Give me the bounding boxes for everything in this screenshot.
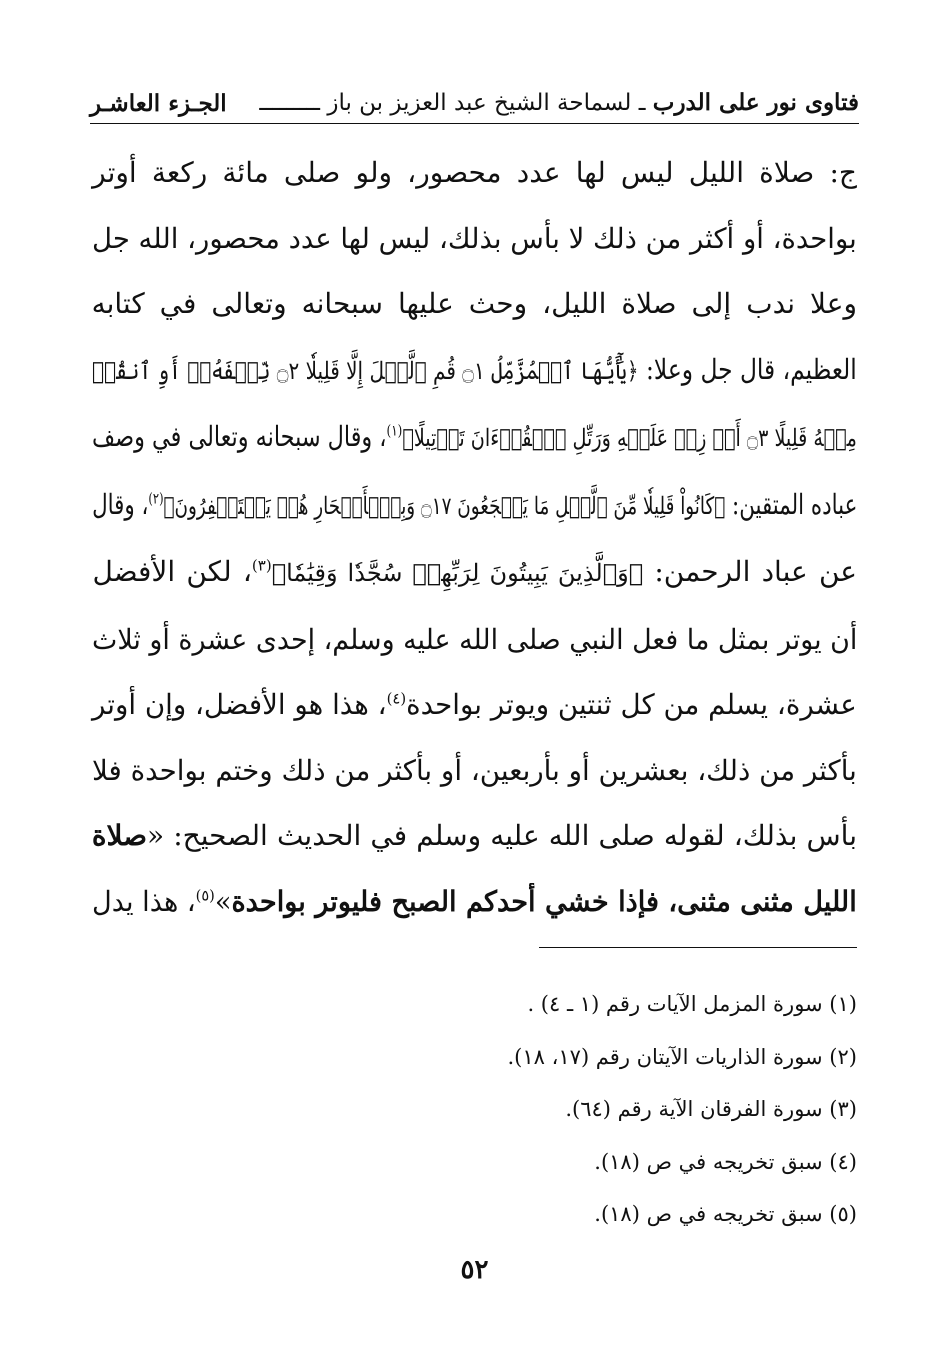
footnote-ref: (١) — [386, 421, 403, 440]
footnote: (٣) سورة الفرقان الآية رقم (٦٤). — [565, 1097, 857, 1121]
body-text — [92, 140, 857, 934]
body-line: بأكثر من ذلك، بعشرين أو بأربعين، أو بأكثر من ذلك وختم بواحدة فلا — [92, 753, 857, 787]
body-text-span: عن عباد الرحمن: — [643, 555, 857, 588]
body-line — [92, 803, 857, 869]
body-text-span: عباده المتقين: — [724, 487, 857, 521]
header-volume: الجـزء العاشـر — [90, 90, 227, 117]
footnote: (١) سورة المزمل الآيات رقم (١ ـ ٤) . — [527, 992, 857, 1016]
footnote: (٥) سبق تخريجه في ص (١٨). — [594, 1202, 857, 1226]
body-line — [92, 472, 857, 540]
header-book-title: فتاوى نور على الدرب — [652, 89, 859, 116]
hadith-text: الليل مثنى مثنى، فإذا خشي أحدكم الصبح فليوتر بواحدة — [231, 884, 858, 918]
quran-verse: ﴿وَٱلَّذِينَ يَبِيتُونَ لِرَبِّهِمۡ سُجَّدٗا وَقِيَٰمٗا﴾ — [271, 559, 644, 587]
body-line — [92, 539, 857, 607]
body-text-span: ، وقال — [91, 487, 149, 521]
body-text-span: » — [215, 884, 232, 918]
footnote: (٤) سبق تخريجه في ص (١٨). — [594, 1149, 857, 1174]
footnote-ref: (٥) — [195, 886, 216, 905]
footnotes — [92, 978, 857, 1241]
body-line: ج: صلاة الليل ليس لها عدد محصور، ولو صلى مائة ركعة أوتر — [92, 156, 857, 189]
body-text-span: ، وقال سبحانه وتعالى في وصف — [92, 420, 387, 453]
body-line — [92, 869, 857, 935]
quran-verse: ﴿كَانُواْ قَلِيلٗا مِّنَ ٱلَّيۡلِ مَا يَهۡجَعُونَ ۝١٧ وَبِٱلۡأَسۡحَارِ هُمۡ يَسۡتَغۡفِرُونَ﴾ — [163, 491, 725, 520]
body-text-span: العظيم، قال جل وعلا: — [638, 352, 857, 386]
footnote-ref: (٣) — [251, 556, 272, 575]
body-line — [92, 404, 857, 472]
running-header — [90, 80, 859, 124]
body-text-span: بأس بذلك، لقوله صلى الله عليه وسلم في الحديث الصحيح: « — [146, 819, 857, 852]
body-text-span: ، لكن الأفضل — [92, 555, 252, 588]
body-line: بواحدة، أو أكثر من ذلك لا بأس بذلك، ليس لها عدد محصور، الله جل — [92, 221, 857, 255]
body-text-span: عشرة، يسلم من كل ثنتين ويوتر بواحدة — [406, 688, 857, 721]
header-book-info — [259, 91, 859, 115]
body-line: أن يوتر بمثل ما فعل النبي صلى الله عليه وسلم، إحدى عشرة أو ثلاث — [91, 622, 857, 656]
footnote: (٢) سورة الذاريات الآيتان رقم (١٧، ١٨). — [507, 1044, 857, 1069]
hadith-text: صلاة — [91, 819, 147, 852]
footnote-ref: (٢) — [148, 489, 164, 508]
quran-verse: مِنۡهُ قَلِيلًا ۝٣ أَوۡ زِدۡ عَلَيۡهِ وَرَتِّلِ ٱلۡقُرۡءَانَ تَرۡتِيلًا﴾ — [402, 424, 857, 452]
header-author: ـ لسماحة الشيخ عبد العزيز بن باز ـــــــــ — [259, 90, 653, 116]
footnote-separator — [539, 947, 857, 948]
page-number: ٥٢ — [460, 1255, 489, 1285]
body-text-span: ، هذا هو الأفضل، وإن أوتر — [92, 688, 387, 721]
body-line: وعلا ندب إلى صلاة الليل، وحث عليها سبحانه وتعالى في كتابه — [91, 287, 857, 320]
body-line — [92, 337, 857, 405]
footnote-ref: (٤) — [386, 689, 407, 708]
body-text-span: ، هذا يدل — [92, 884, 196, 918]
quran-verse: ﴿يَٰٓأَيُّهَا ٱلۡمُزَّمِّلُ ۝١ قُمِ ٱلَّيۡلَ إِلَّا قَلِيلٗا ۝٢ نِّصۡفَهُۥٓ أَوِ ٱنقُصۡ — [92, 356, 639, 385]
body-line — [92, 672, 857, 738]
